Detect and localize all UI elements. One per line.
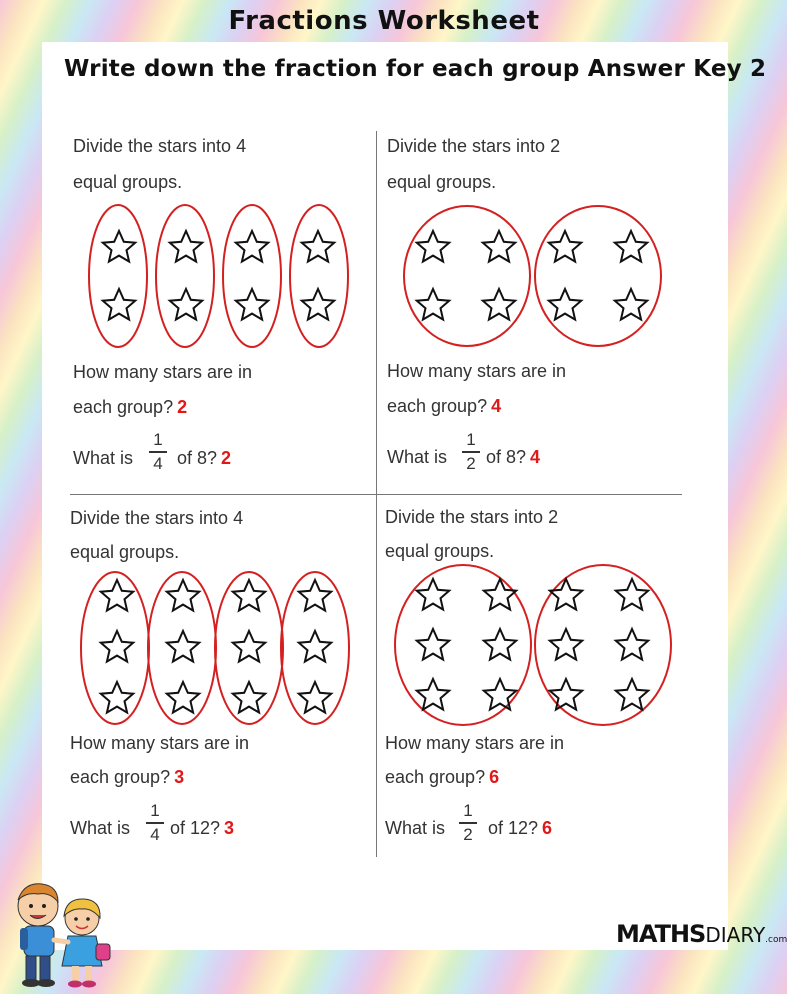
star-icon: [302, 231, 334, 262]
star-icon: [299, 580, 331, 611]
group-ellipse: [156, 205, 214, 347]
problem-4-answer-fraction: 6: [542, 818, 553, 838]
group-ellipse: [404, 206, 530, 346]
problem-2-question-line1: How many stars are in: [387, 361, 567, 381]
star-icon: [233, 580, 265, 611]
problem-4-instruction-line2: equal groups.: [385, 541, 495, 561]
problem-2-fraction: 1 2: [462, 431, 480, 473]
problem-1-question-line2: each group? 2: [73, 397, 188, 417]
group-ellipse: [148, 572, 216, 724]
star-icon: [233, 631, 265, 662]
star-icon: [236, 231, 268, 262]
star-icon: [550, 679, 582, 710]
problem-2-instruction-line2: equal groups.: [387, 172, 497, 192]
problem-4-fraction: 1 2: [459, 802, 477, 844]
problem-3-answer-count: 3: [174, 767, 185, 787]
star-icon: [615, 289, 647, 320]
star-icon: [299, 682, 331, 713]
star-icon: [616, 679, 648, 710]
mathsdiary-logo: MATHSDIARY.com: [616, 920, 787, 948]
star-icon: [236, 289, 268, 320]
star-icon: [615, 231, 647, 262]
star-icon: [417, 231, 449, 262]
star-icon: [549, 231, 581, 262]
star-icon: [550, 629, 582, 660]
worksheet-subtitle: Write down the fraction for each group Answer Key 2: [64, 56, 767, 82]
star-icon: [167, 682, 199, 713]
problem-2-instruction-line1: Divide the stars into 2: [387, 136, 561, 156]
star-icon: [417, 629, 449, 660]
problem-3-instruction-line2: equal groups.: [70, 542, 180, 562]
star-icon: [167, 580, 199, 611]
star-icon: [484, 629, 516, 660]
star-icon: [302, 289, 334, 320]
group-ellipse: [223, 205, 281, 347]
problem-1-fraction: 1 4: [149, 431, 167, 473]
problem-1-answer-count: 2: [177, 397, 188, 417]
problem-3-of-total: of 12? 3: [170, 818, 235, 838]
problem-3-fraction: 1 4: [146, 802, 164, 844]
group-ellipse: [281, 572, 349, 724]
problem-1-what-is: What is: [73, 448, 134, 468]
group-ellipse: [290, 205, 348, 347]
problem-3-groups: [81, 572, 349, 724]
star-icon: [484, 679, 516, 710]
group-ellipse: [535, 206, 661, 346]
problem-2-question-line2: each group? 4: [387, 396, 502, 416]
star-icon: [101, 580, 133, 611]
problem-4-what-is: What is: [385, 818, 446, 838]
problem-2-of-total: of 8? 4: [486, 447, 541, 467]
star-icon: [483, 289, 515, 320]
problem-3-question-line2: each group? 3: [70, 767, 185, 787]
star-icon: [616, 629, 648, 660]
star-icon: [101, 631, 133, 662]
problem-4-instruction-line1: Divide the stars into 2: [385, 507, 559, 527]
star-icon: [101, 682, 133, 713]
star-icon: [484, 579, 516, 610]
star-icon: [233, 682, 265, 713]
star-icon: [417, 289, 449, 320]
problem-4-answer-count: 6: [489, 767, 500, 787]
problem-1-answer-fraction: 2: [221, 448, 232, 468]
star-icon: [103, 289, 135, 320]
problem-1-groups: [89, 205, 348, 347]
problem-2-groups: [404, 206, 661, 346]
problem-4-of-total: of 12? 6: [488, 818, 553, 838]
star-icon: [170, 289, 202, 320]
star-icon: [299, 631, 331, 662]
star-icon: [103, 231, 135, 262]
problem-1-of-total: of 8? 2: [177, 448, 232, 468]
problem-2-what-is: What is: [387, 447, 448, 467]
problem-1-instruction-line2: equal groups.: [73, 172, 183, 192]
group-ellipse: [215, 572, 283, 724]
star-icon: [417, 679, 449, 710]
problem-3-what-is: What is: [70, 818, 131, 838]
problem-1-instruction-line1: Divide the stars into 4: [73, 136, 247, 156]
problem-2-answer-fraction: 4: [530, 447, 541, 467]
problem-3-answer-fraction: 3: [224, 818, 235, 838]
problem-4-groups: [395, 565, 671, 725]
problem-4-question-line1: How many stars are in: [385, 733, 565, 753]
star-icon: [550, 579, 582, 610]
problem-1-question-line1: How many stars are in: [73, 362, 253, 382]
star-icon: [549, 289, 581, 320]
problem-3-instruction-line1: Divide the stars into 4: [70, 508, 244, 528]
star-icon: [167, 631, 199, 662]
problem-4-question-line2: each group? 6: [385, 767, 500, 787]
problem-3-question-line1: How many stars are in: [70, 733, 250, 753]
group-ellipse: [89, 205, 147, 347]
group-ellipse: [81, 572, 149, 724]
kids-illustration: [6, 878, 116, 990]
star-icon: [483, 231, 515, 262]
star-icon: [616, 579, 648, 610]
star-icon: [170, 231, 202, 262]
page-title: Fractions Worksheet: [228, 6, 540, 36]
star-icon: [417, 579, 449, 610]
problem-2-answer-count: 4: [491, 396, 502, 416]
